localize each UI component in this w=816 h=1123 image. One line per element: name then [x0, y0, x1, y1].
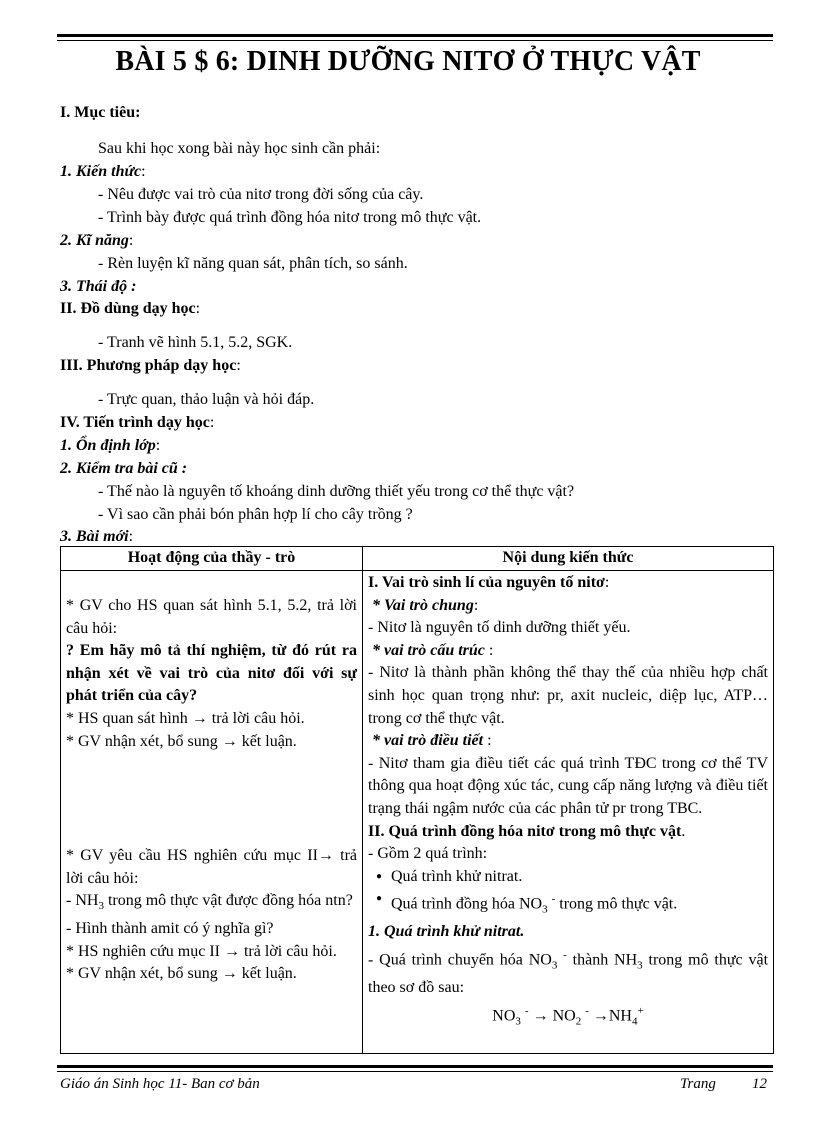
kiem-tra-item: - Thế nào là nguyên tố khoáng dinh dưỡng thiết yếu trong cơ thể thực vật?: [98, 483, 575, 500]
right-para: - Quá trình chuyển hóa $NO_3$ - thành $NH_3$ trong mô thực vật theo sơ đồ sau:: [368, 949, 769, 997]
footer-course: Giáo án Sinh học 11- Ban cơ bản: [60, 1076, 260, 1092]
left-para: ? Em hãy mô tả thí nghiệm, từ đó rút ra nhận xét về vai trò của nitơ đối với sự phát triển của cây?: [66, 642, 357, 705]
left-para: - $NH_3$ trong mô thực vật được đồng hóa ntn?: [66, 892, 353, 913]
left-para: * GV nhận xét, bổ sung → kết luận.: [66, 965, 297, 983]
right-para: - Nitơ là nguyên tố dinh dưỡng thiết yếu.: [368, 619, 631, 637]
header-left: Hoạt động của thầy - trò: [61, 547, 363, 571]
footer-page-number: 12: [752, 1076, 767, 1092]
footer-rule-thick: [57, 1065, 773, 1068]
right-subheading: * Vai trò chung:: [372, 596, 479, 614]
right-heading: II. Quá trình đồng hóa nitơ trong mô thực vật.: [368, 822, 686, 840]
do-dung-item: - Tranh vẽ hình 5.1, 5.2, SGK.: [98, 334, 293, 351]
page-title: BÀI 5 $ 6: DINH DƯỠNG NITƠ Ở THỰC VẬT: [115, 46, 701, 77]
left-para: * HS quan sát hình → trả lời câu hỏi.: [66, 709, 305, 727]
heading-on-dinh: 1. Ổn định lớp:: [60, 437, 161, 454]
heading-do-dung: II. Đồ dùng dạy học:: [60, 300, 201, 317]
nitrate-reduction-formula: $NO_3$ $^- \to NO_2$ $^- \to NH_4^+$: [492, 1004, 644, 1028]
left-para: * GV cho HS quan sát hình 5.1, 5.2, trả lời câu hỏi:: [66, 597, 357, 637]
heading-kien-thuc: 1. Kiến thức:: [60, 163, 146, 180]
kiem-tra-item: - Vì sao cần phải bón phân hợp lí cho cây trồng ?: [98, 506, 413, 523]
heading-kiem-tra: 2. Kiểm tra bài cũ :: [60, 460, 188, 477]
muc-tieu-intro: Sau khi học xong bài này học sinh cần phải:: [98, 140, 381, 157]
heading-phuong-phap: III. Phương pháp dạy học:: [60, 357, 241, 374]
right-heading: I. Vai trò sinh lí của nguyên tố nitơ:: [368, 574, 610, 591]
bullet-item: ● Quá trình khử nitrat.: [368, 866, 768, 889]
ki-nang-item: - Rèn luyện kĩ năng quan sát, phân tích, so sánh.: [98, 255, 408, 272]
right-para: - Nitơ là thành phần không thể thay thế của nhiều hợp chất sinh học quan trọng như: pr, axit nucleic, diệp lục, ATP… trong cơ thể thực vật.: [368, 664, 768, 727]
right-para: - Gồm 2 quá trình:: [368, 845, 488, 863]
kien-thuc-item: - Trình bày được quá trình đồng hóa nitơ trong mô thực vật.: [98, 209, 482, 226]
heading-tien-trinh: IV. Tiến trình dạy học:: [60, 414, 215, 431]
heading-bai-moi: 3. Bài mới:: [60, 528, 134, 545]
teacher-activity-cell: [61, 571, 363, 1054]
table-row: [61, 571, 774, 1054]
table-header-row: [61, 547, 774, 571]
left-para: - Hình thành amit có ý nghĩa gì?: [66, 920, 274, 938]
left-para: * HS nghiên cứu mục II → trả lời câu hỏi.: [66, 942, 337, 960]
left-para: * GV nhận xét, bổ sung → kết luận.: [66, 732, 297, 750]
right-subheading: * vai trò cấu trúc :: [372, 641, 494, 659]
header-rule-thick: [57, 34, 773, 37]
knowledge-content-cell: [363, 571, 774, 1054]
header-right: Nội dung kiến thức: [363, 547, 774, 571]
heading-muc-tieu: I. Mục tiêu:: [60, 104, 141, 121]
heading-thai-do: 3. Thái độ :: [60, 278, 137, 295]
left-para: * GV yêu cầu HS nghiên cứu mục II→ trả lời câu hỏi:: [66, 847, 357, 887]
lesson-table: [60, 546, 774, 1054]
phuong-phap-item: - Trực quan, thảo luận và hỏi đáp.: [98, 391, 315, 408]
footer-page-label: Trang: [680, 1076, 716, 1092]
right-para: - Nitơ tham gia điều tiết các quá trình TĐC trong cơ thể TV thông qua hoạt động xúc tác, cung cấp năng lượng và điều tiết trạng thái ngậm nước của các phân tử pr trong TBC.: [368, 754, 768, 817]
right-subheading: * vai trò điều tiết :: [372, 732, 492, 750]
header-rule-thin: [57, 40, 773, 41]
bullet-item: ● Quá trình đồng hóa $NO_3$ - trong mô thực vật.: [368, 888, 768, 921]
heading-ki-nang: 2. Kĩ năng:: [60, 232, 134, 249]
right-heading: 1. Quá trình khử nitrat.: [368, 923, 525, 941]
kien-thuc-item: - Nêu được vai trò của nitơ trong đời sống của cây.: [98, 186, 424, 203]
footer-rule-thin: [57, 1071, 773, 1072]
